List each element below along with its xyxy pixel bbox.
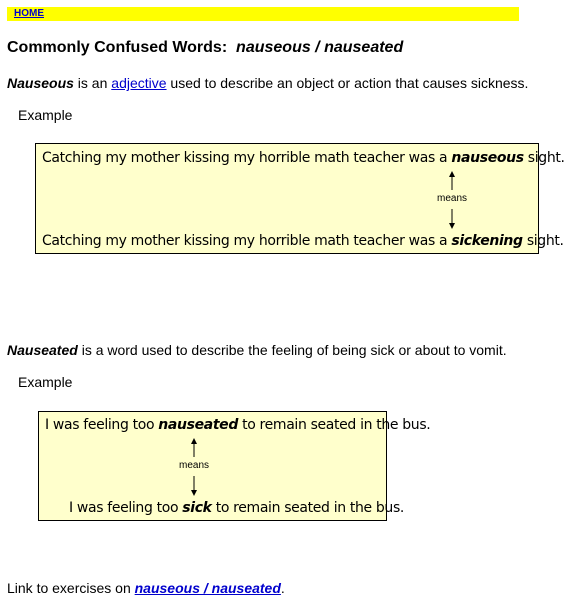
means-label: means [178,460,209,471]
highlight-word: nauseated [158,417,238,433]
sentence-after: to remain seated in the bus. [238,417,431,433]
means-indicator [174,437,214,497]
sentence-before: Catching my mother kissing my horrible math teacher was a [42,150,452,166]
sentence-after: sight. [523,150,565,166]
example-sentence-original [42,149,565,167]
title-words: nauseous / nauseated [236,39,404,56]
sentence-before: I was feeling too [45,417,159,433]
sentence-after: to remain seated in the bus. [211,500,404,516]
means-indicator [432,170,472,230]
definition-text-after-link: used to describe an object or action that causes sickness. [166,75,529,91]
term-nauseous: Nauseous [7,75,74,91]
sentence-before: I was feeling too [69,500,183,516]
home-link[interactable]: HOME [14,8,44,19]
term-nauseated: Nauseated [7,342,78,358]
nauseous-definition [7,74,528,92]
sentence-before: Catching my mother kissing my horrible math teacher was a [42,233,452,249]
exercises-link[interactable]: nauseous / nauseated [134,580,281,596]
example-label-2: Example [18,374,73,390]
title-prefix: Commonly Confused Words: [7,39,228,56]
highlight-word: sick [182,500,212,516]
example-sentence-meaning [69,499,404,517]
means-label: means [436,193,467,204]
exercises-line [7,579,285,597]
definition-text-before-link: is an [73,75,112,91]
exercises-period: . [280,580,285,596]
page-title [7,38,403,58]
nauseated-definition [7,341,507,359]
home-bar [7,7,519,21]
example-box-nauseated [38,411,431,521]
sentence-after: sight. [522,233,564,249]
example-label-1: Example [18,107,73,123]
definition-text: is a word used to describe the feeling of being sick or about to vomit. [77,342,507,358]
adjective-link[interactable]: adjective [111,75,167,91]
example-sentence-meaning [42,232,564,250]
highlight-word: nauseous [451,150,524,166]
highlight-word: sickening [451,233,523,249]
example-sentence-original [45,416,430,434]
example-box-nauseous [35,143,565,254]
exercises-text: Link to exercises on [7,580,135,596]
